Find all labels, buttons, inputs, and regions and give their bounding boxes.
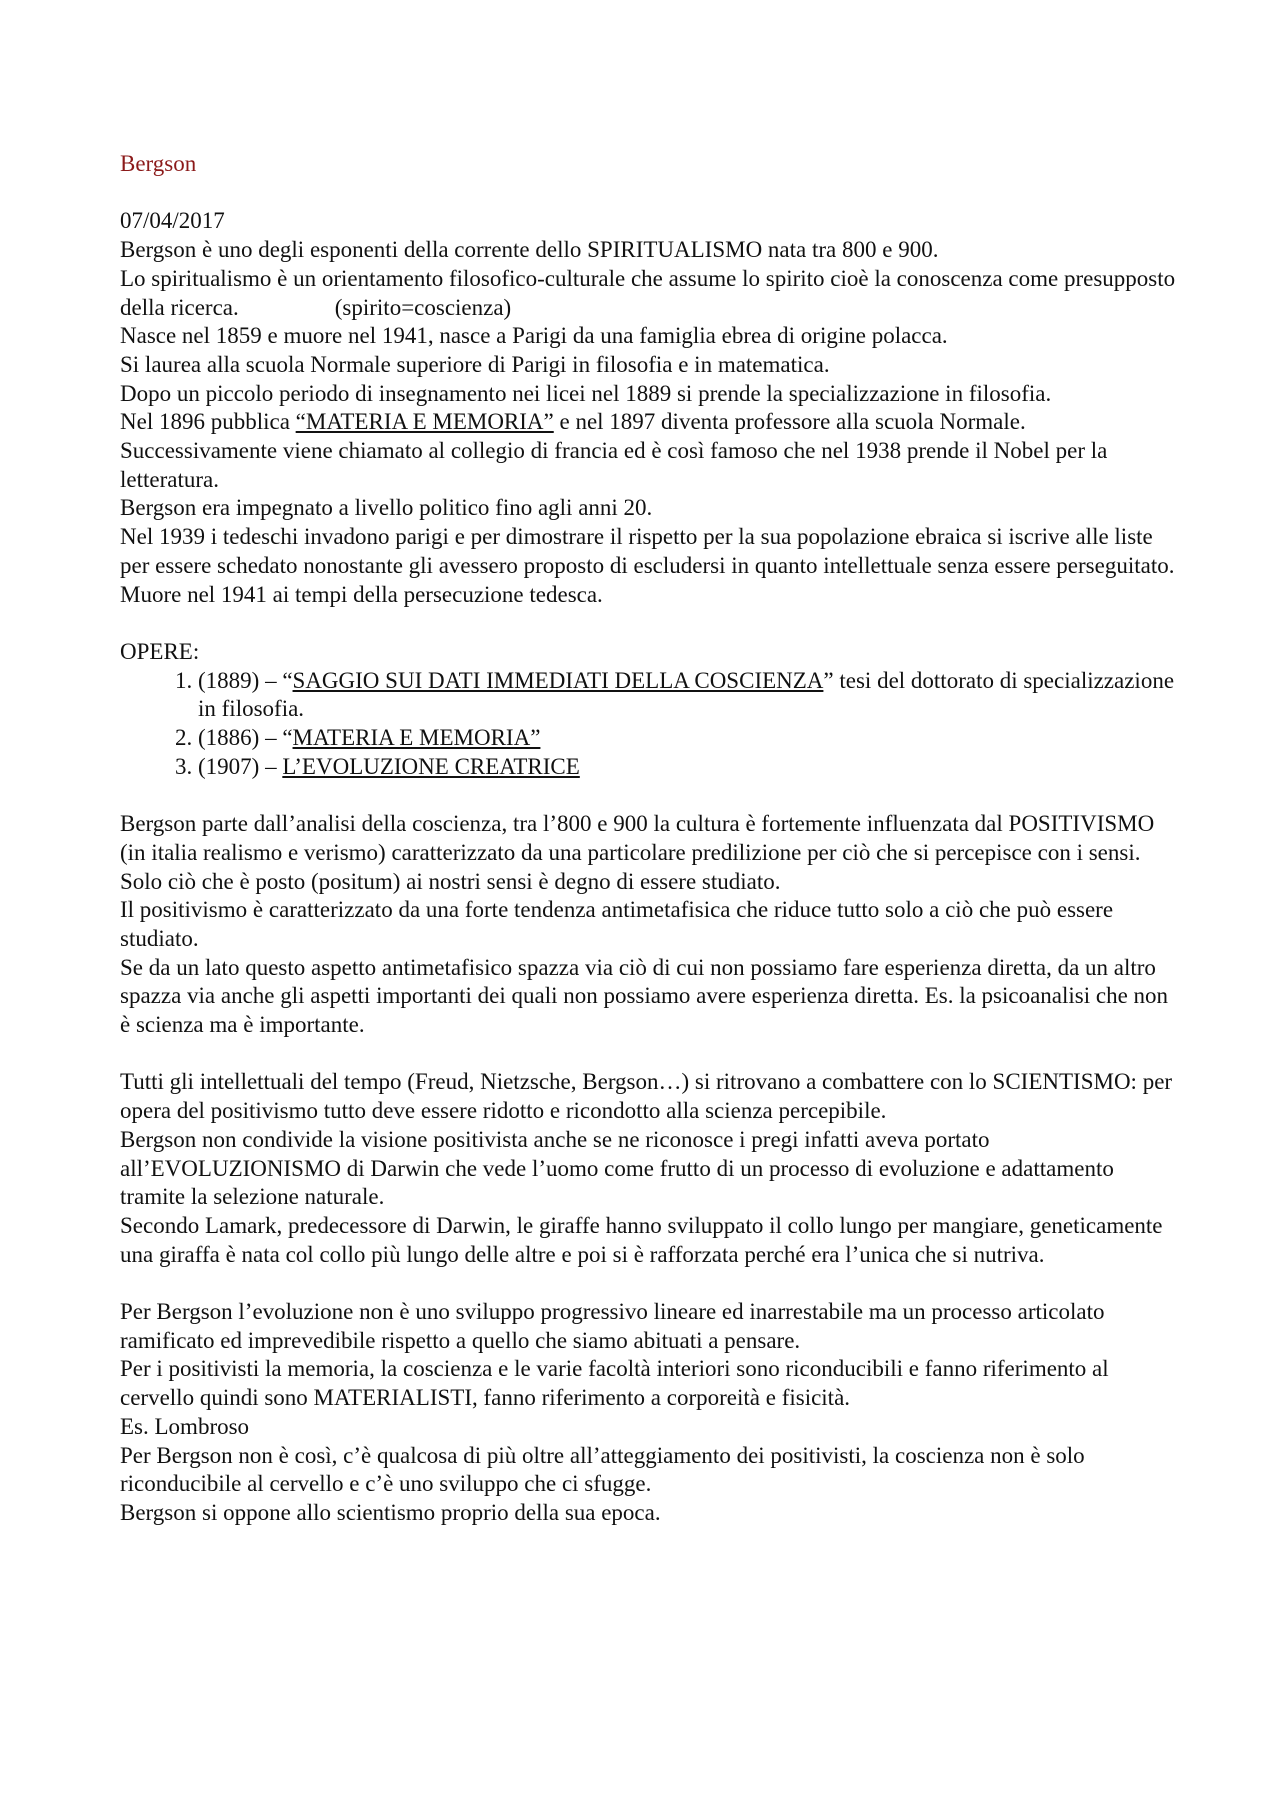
paragraph: Secondo Lamark, predecessore di Darwin, le giraffe hanno sviluppato il collo lungo per mangiare, geneticamente una giraffa è nata col collo più lungo delle altre e poi si è rafforzata perché era l’unica che si nutriva. (120, 1212, 1163, 1267)
works-list (120, 667, 1180, 782)
paragraph: Bergson non condivide la visione positivista anche se ne riconosce i pregi infatti aveva portato all’EVOLUZIONISMO di Darwin che vede l’uomo come frutto di un processo di evoluzione e adattamento tramite la selezione naturale. (120, 1126, 1114, 1210)
spacer (120, 609, 1180, 638)
paragraph: Si laurea alla scuola Normale superiore di Parigi in filosofia e in matematica. (120, 351, 830, 377)
paragraph: Nel 1939 i tedeschi invadono parigi e per dimostrare il rispetto per la sua popolazione ebraica si iscrive alle liste per essere schedato nonostante gli avessero proposto di escludersi in quanto intellettuale senza essere perseguitato. (120, 524, 1175, 578)
paragraph: Per Bergson l’evoluzione non è uno sviluppo progressivo lineare ed inarrestabile ma un processo articolato ramificato ed imprevedibile rispetto a quello che siamo abituati a pensare. (120, 1299, 1105, 1353)
paragraph: Solo ciò che è posto (positum) ai nostri sensi è degno di essere studiato. (120, 868, 781, 894)
paragraph: Nel 1896 pubblica “MATERIA E MEMORIA” e nel 1897 diventa professore alla scuola Normale. (120, 409, 1026, 435)
list-item: 3. (1907) – L’EVOLUZIONE CREATRICE (198, 753, 1180, 782)
paragraph: Se da un lato questo aspetto antimetafisico spazza via ciò di cui non possiamo fare esperienza diretta, da un altro spazza via anche gli aspetti importanti dei quali non possiamo avere esperienza diretta. Es. la psicoanalisi che non è scienza ma è importante. (120, 954, 1169, 1038)
document-page (120, 150, 1180, 1528)
paragraph: Il positivismo è caratterizzato da una forte tendenza antimetafisica che riduce tutto solo a ciò che può essere studiato. (120, 897, 1114, 951)
paragraph: Per Bergson non è così, c’è qualcosa di più oltre all’atteggiamento dei positivisti, la coscienza non è solo riconducibile al cervello e c’è uno sviluppo che ci sfugge. (120, 1442, 1085, 1497)
paragraph (120, 265, 1180, 322)
paragraph: Nasce nel 1859 e muore nel 1941, nasce a Parigi da una famiglia ebrea di origine polacca. (120, 323, 948, 349)
paragraph: Bergson era impegnato a livello politico fino agli anni 20. (120, 495, 653, 521)
paragraph: Dopo un piccolo periodo di insegnamento nei licei nel 1889 si prende la specializzazione in filosofia. (120, 380, 1052, 406)
date: 07/04/2017 (120, 208, 225, 234)
paragraph: Bergson si oppone allo scientismo proprio della sua epoca. (120, 1499, 661, 1525)
work-title: SAGGIO SUI DATI IMMEDIATI DELLA COSCIENZA (292, 667, 824, 693)
work-title: L’EVOLUZIONE CREATRICE (282, 753, 580, 779)
spacer (120, 179, 1180, 208)
document-title: Bergson (120, 151, 197, 176)
work-title: MATERIA E MEMORIA” (292, 725, 541, 751)
spacer (120, 781, 1180, 810)
list-item: 1. (1889) – “SAGGIO SUI DATI IMMEDIATI DELLA COSCIENZA” tesi del dottorato di specializzazione in filosofia. (198, 667, 1180, 724)
paragraph: Per i positivisti la memoria, la coscienza e le varie facoltà interiori sono riconducibili e fanno riferimento al cervello quindi sono MATERIALISTI, fanno riferimento a corporeità e fisicità. (120, 1356, 1109, 1411)
paragraph: Muore nel 1941 ai tempi della persecuzione tedesca. (120, 581, 603, 607)
paragraph: Es. Lombroso (120, 1413, 250, 1439)
paragraph: Successivamente viene chiamato al collegio di francia ed è così famoso che nel 1938 prende il Nobel per la letteratura. (120, 438, 1108, 492)
list-item: 2. (1886) – “MATERIA E MEMORIA” (198, 724, 1180, 753)
spacer (120, 1269, 1180, 1298)
paragraph: Bergson è uno degli esponenti della corrente dello SPIRITUALISMO nata tra 800 e 900. (120, 237, 939, 263)
paragraph-note: (spirito=coscienza) (334, 294, 512, 320)
paragraph: Tutti gli intellettuali del tempo (Freud, Nietzsche, Bergson…) si ritrovano a combattere con lo SCIENTISMO: per opera del positivismo tutto deve essere ridotto e ricondotto alla scienza percepibile. (120, 1069, 1173, 1124)
spacer (120, 1040, 1180, 1069)
work-title: “MATERIA E MEMORIA” (295, 409, 554, 435)
paragraph-text: Lo spiritualismo è un orientamento filosofico-culturale che assume lo spirito cioè la conoscenza come presupposto della ricerca. (120, 265, 1176, 320)
opere-heading: OPERE: (120, 638, 200, 664)
paragraph: Bergson parte dall’analisi della coscienza, tra l’800 e 900 la cultura è fortemente influenzata dal POSITIVISMO (in italia realismo e verismo) caratterizzato da una particolare predilizione per ciò che si percepisce con i sensi. (120, 811, 1155, 865)
